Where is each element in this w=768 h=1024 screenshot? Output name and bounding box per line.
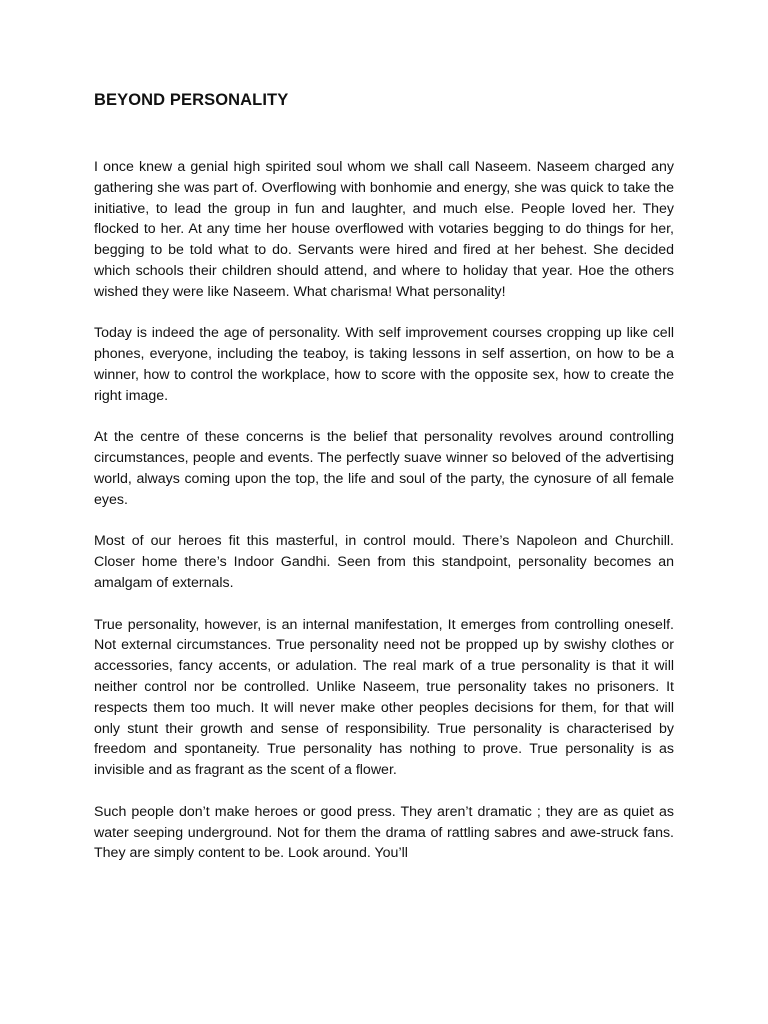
- paragraph-4: Most of our heroes fit this masterful, in control mould. There’s Napoleon and Churchill. Closer home there’s Indoor Gandhi. Seen from this standpoint, personality becomes an amalgam of externals.: [94, 533, 674, 591]
- paragraph-1: I once knew a genial high spirited soul whom we shall call Naseem. Naseem charged any gathering she was part of. Overflowing with bonhomie and energy, she was quick to take the initiative, to lead the group in fun and laughter, and much else. People loved her. They flocked to her. At any time her house overflowed with votaries begging to do things for her, begging to be told what to do. Servants were hired and fired at her behest. She decided which schools their children should attend, and where to holiday that year. Hoe the others wished they were like Naseem. What charisma! What personality!: [94, 159, 674, 300]
- document-title: BEYOND PERSONALITY: [94, 91, 289, 109]
- paragraph-5: True personality, however, is an internal manifestation, It emerges from controlling oneself. Not external circumstances. True personality need not be propped up by swishy clothes or accessories, fancy accents, or adulation. The real mark of a true personality is that it will neither control nor be controlled. Unlike Naseem, true personality takes no prisoners. It respects them too much. It will never make other peoples decisions for them, for that will only stunt their growth and sense of responsibility. True personality is characterised by freedom and spontaneity. True personality has nothing to prove. True personality is as invisible and as fragrant as the scent of a flower.: [94, 616, 674, 779]
- paragraph-3: At the centre of these concerns is the belief that personality revolves around controlling circumstances, people and events. The perfectly suave winner so beloved of the advertising world, always coming upon the top, the life and soul of the party, the cynosure of all female eyes.: [94, 429, 674, 508]
- paragraph-6: Such people don’t make heroes or good press. They aren’t dramatic ; they are as quiet as water seeping underground. Not for them the drama of rattling sabres and awe-struck fans. They are simply content to be. Look around. You’ll: [94, 803, 674, 862]
- paragraph-2: Today is indeed the age of personality. With self improvement courses cropping up like cell phones, everyone, including the teaboy, is taking lessons in self assertion, on how to be a winner, how to control the workplace, how to score with the opposite sex, how to create the right image.: [94, 325, 674, 404]
- document-body: [94, 157, 674, 885]
